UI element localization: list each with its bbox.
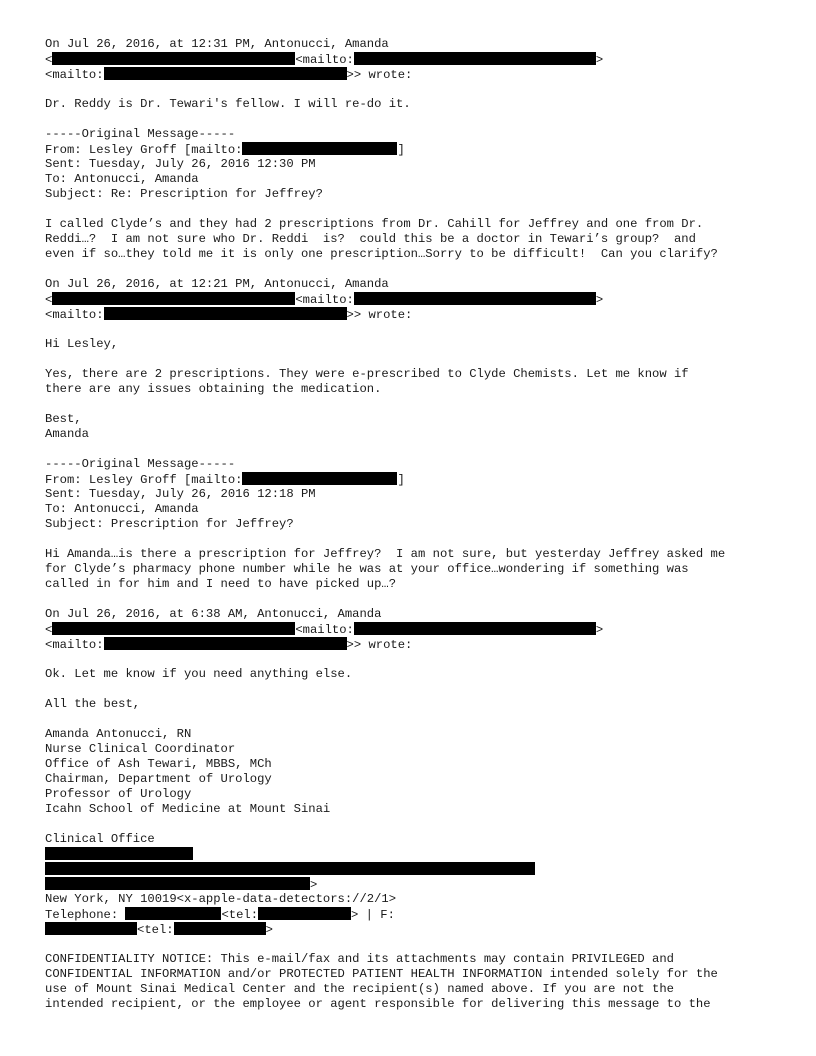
redaction bbox=[45, 877, 310, 890]
redaction bbox=[258, 907, 351, 920]
redaction bbox=[354, 622, 596, 635]
redaction bbox=[174, 922, 266, 935]
signature-line: Amanda Antonucci, RN bbox=[45, 727, 192, 741]
redaction bbox=[45, 862, 535, 875]
signature-line: Icahn School of Medicine at Mount Sinai bbox=[45, 802, 331, 816]
reply-header: On Jul 26, 2016, at 12:21 PM, Antonucci, Amanda bbox=[45, 277, 389, 291]
signature-line: Chairman, Department of Urology bbox=[45, 772, 272, 786]
reply-signoff-name: Amanda bbox=[45, 427, 89, 441]
redaction bbox=[52, 52, 295, 65]
fax-line: <tel: > bbox=[45, 922, 785, 937]
redaction bbox=[104, 67, 347, 80]
address-redacted-line bbox=[45, 847, 785, 862]
confidentiality-line: CONFIDENTIALITY NOTICE: This e-mail/fax and its attachments may contain PRIVILEGED and bbox=[45, 952, 674, 966]
redaction bbox=[52, 622, 295, 635]
signature-line: Professor of Urology bbox=[45, 787, 192, 801]
message-body-line: I called Clyde’s and they had 2 prescriptions from Dr. Cahill for Jeffrey and one from Dr. bbox=[45, 217, 704, 231]
confidentiality-line: use of Mount Sinai Medical Center and the recipient(s) named above. If you are not the bbox=[45, 982, 674, 996]
reply-body: Dr. Reddy is Dr. Tewari's fellow. I will re-do it. bbox=[45, 97, 411, 111]
redaction bbox=[45, 922, 137, 935]
confidentiality-line: CONFIDENTIAL INFORMATION and/or PROTECTED PATIENT HEALTH INFORMATION intended solely for the bbox=[45, 967, 718, 981]
redaction bbox=[104, 637, 347, 650]
reply-closing: Best, bbox=[45, 412, 82, 426]
redaction bbox=[354, 292, 596, 305]
reply-mailto-line: <mailto: >> wrote: bbox=[45, 308, 413, 322]
reply-body-line: there are any issues obtaining the medication. bbox=[45, 382, 382, 396]
message-body-line: for Clyde’s pharmacy phone number while he was at your office…wondering if something was bbox=[45, 562, 689, 576]
reply-mailto-line: <mailto: >> wrote: bbox=[45, 68, 413, 82]
sent-line: Sent: Tuesday, July 26, 2016 12:30 PM bbox=[45, 157, 316, 171]
redaction bbox=[45, 847, 193, 860]
city-line: New York, NY 10019<x-apple-data-detectors://2/1> bbox=[45, 892, 397, 906]
reply-address-line: < <mailto: > bbox=[45, 623, 604, 637]
redaction bbox=[354, 52, 596, 65]
message-body-line: called in for him and I need to have picked up…? bbox=[45, 577, 397, 591]
redaction bbox=[52, 292, 295, 305]
signature-line: Office of Ash Tewari, MBBS, MCh bbox=[45, 757, 272, 771]
reply-header: On Jul 26, 2016, at 12:31 PM, Antonucci, Amanda bbox=[45, 37, 389, 51]
address-redacted-line: > bbox=[45, 877, 785, 892]
reply-address-line: < <mailto: > bbox=[45, 53, 604, 67]
confidentiality-line: intended recipient, or the employee or agent responsible for delivering this message to the bbox=[45, 997, 711, 1011]
signature-line: Nurse Clinical Coordinator bbox=[45, 742, 236, 756]
subject-line: Subject: Re: Prescription for Jeffrey? bbox=[45, 187, 323, 201]
redaction bbox=[104, 307, 347, 320]
original-message-separator: -----Original Message----- bbox=[45, 457, 236, 471]
subject-line: Subject: Prescription for Jeffrey? bbox=[45, 517, 294, 531]
from-line: From: Lesley Groff [mailto: ] bbox=[45, 143, 405, 157]
email-document bbox=[45, 37, 785, 1012]
original-message-separator: -----Original Message----- bbox=[45, 127, 236, 141]
to-line: To: Antonucci, Amanda bbox=[45, 172, 199, 186]
telephone-line: Telephone: <tel: > | F: bbox=[45, 908, 395, 922]
reply-header: On Jul 26, 2016, at 6:38 AM, Antonucci, Amanda bbox=[45, 607, 382, 621]
from-line: From: Lesley Groff [mailto: ] bbox=[45, 473, 405, 487]
reply-address-line: < <mailto: > bbox=[45, 293, 604, 307]
reply-mailto-line: <mailto: >> wrote: bbox=[45, 638, 413, 652]
reply-body: Ok. Let me know if you need anything else. bbox=[45, 667, 353, 681]
message-body-line: Reddi…? I am not sure who Dr. Reddi is? could this be a doctor in Tewari’s group? and bbox=[45, 232, 696, 246]
redaction bbox=[242, 142, 397, 155]
clinical-office-label: Clinical Office bbox=[45, 832, 155, 846]
reply-closing: All the best, bbox=[45, 697, 141, 711]
message-body-line: Hi Amanda…is there a prescription for Jeffrey? I am not sure, but yesterday Jeffrey asked me bbox=[45, 547, 726, 561]
reply-greeting: Hi Lesley, bbox=[45, 337, 119, 351]
address-redacted-line bbox=[45, 862, 785, 877]
redaction bbox=[125, 907, 221, 920]
message-body-line: even if so…they told me it is only one prescription…Sorry to be difficult! Can you clarify? bbox=[45, 247, 718, 261]
redaction bbox=[242, 472, 397, 485]
reply-body-line: Yes, there are 2 prescriptions. They were e-prescribed to Clyde Chemists. Let me know if bbox=[45, 367, 689, 381]
sent-line: Sent: Tuesday, July 26, 2016 12:18 PM bbox=[45, 487, 316, 501]
to-line: To: Antonucci, Amanda bbox=[45, 502, 199, 516]
